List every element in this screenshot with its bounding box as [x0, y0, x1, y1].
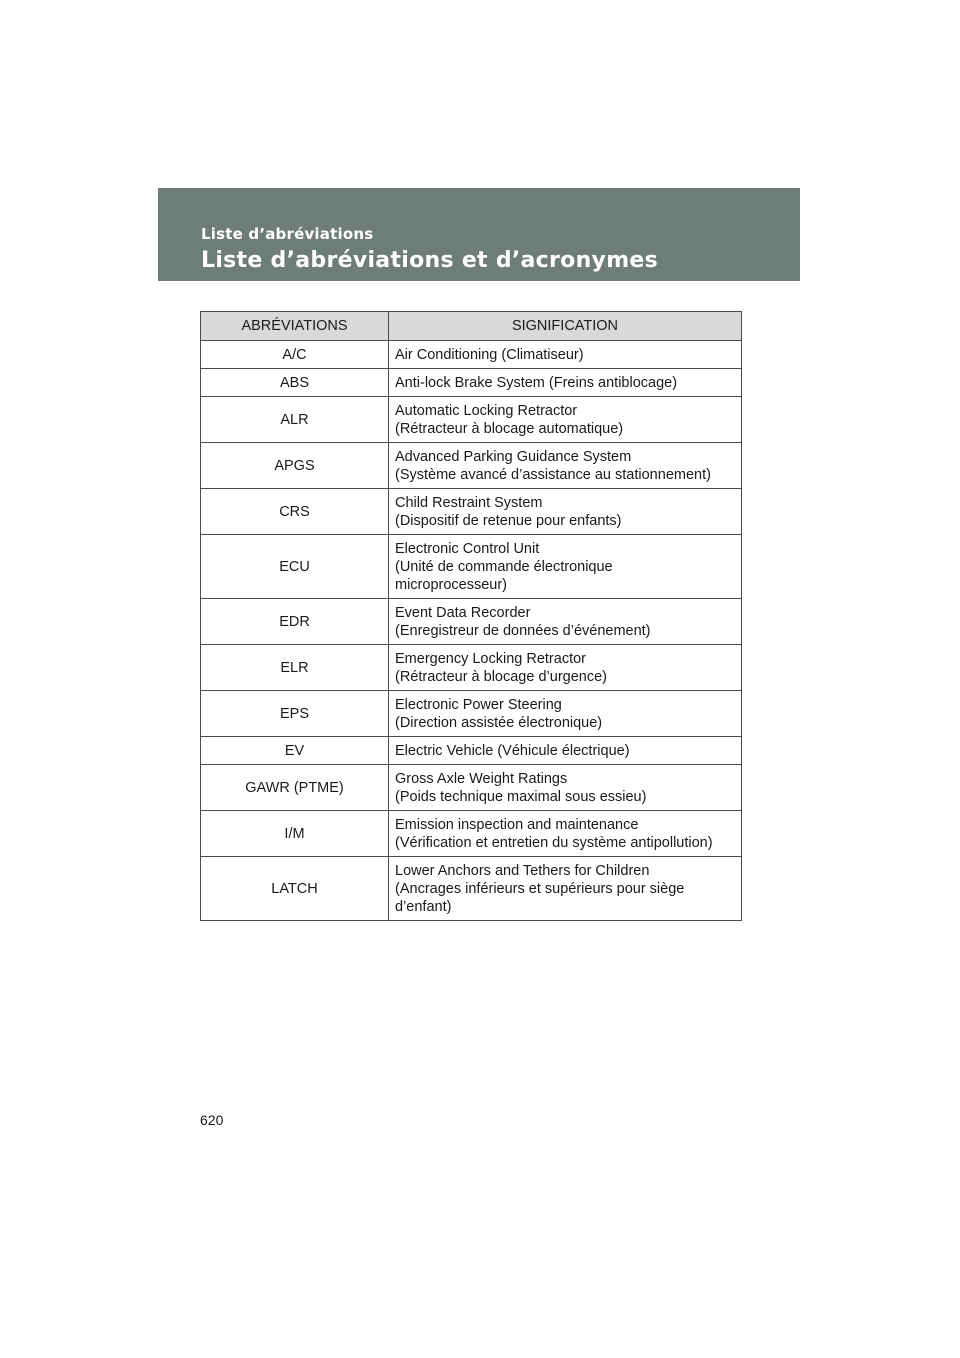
signification-line: (Dispositif de retenue pour enfants)	[395, 512, 622, 529]
signification-line: d’enfant)	[395, 898, 452, 915]
signification-line: microprocesseur)	[395, 576, 507, 593]
table-row	[201, 535, 742, 599]
column-header-signification: SIGNIFICATION	[389, 312, 742, 341]
abbreviation-cell: A/C	[201, 341, 389, 369]
signification-cell	[389, 369, 742, 397]
table-row	[201, 369, 742, 397]
abbreviation-cell: ABS	[201, 369, 389, 397]
signification-line: Automatic Locking Retractor	[395, 402, 578, 419]
table-row	[201, 443, 742, 489]
table-row	[201, 811, 742, 857]
abbreviation-cell: ALR	[201, 397, 389, 443]
signification-cell	[389, 489, 742, 535]
signification-line: (Vérification et entretien du système antipollution)	[395, 834, 713, 851]
table-row	[201, 599, 742, 645]
signification-line: Electronic Control Unit	[395, 540, 540, 557]
signification-cell	[389, 737, 742, 765]
table-row	[201, 765, 742, 811]
page-number: 620	[200, 1112, 224, 1128]
abbreviation-cell: LATCH	[201, 857, 389, 921]
abbreviations-table	[200, 311, 742, 921]
abbreviation-cell: APGS	[201, 443, 389, 489]
table-row	[201, 737, 742, 765]
signification-cell	[389, 765, 742, 811]
signification-line: Emergency Locking Retractor	[395, 650, 586, 667]
signification-line: Emission inspection and maintenance	[395, 816, 639, 833]
abbreviation-cell: CRS	[201, 489, 389, 535]
signification-line: Lower Anchors and Tethers for Children	[395, 862, 650, 879]
page-title: Liste d’abréviations et d’acronymes	[201, 248, 659, 273]
table-row	[201, 691, 742, 737]
section-subtitle: Liste d’abréviations	[201, 225, 374, 243]
signification-line: (Ancrages inférieurs et supérieurs pour siège	[395, 880, 685, 897]
signification-line: Gross Axle Weight Ratings	[395, 770, 568, 787]
table-row	[201, 489, 742, 535]
signification-cell	[389, 811, 742, 857]
signification-line: (Enregistreur de données d’événement)	[395, 622, 651, 639]
table-row	[201, 341, 742, 369]
signification-line: (Rétracteur à blocage d’urgence)	[395, 668, 607, 685]
signification-cell	[389, 341, 742, 369]
signification-cell	[389, 397, 742, 443]
signification-line: Anti-lock Brake System (Freins antiblocage)	[395, 374, 678, 391]
signification-cell	[389, 857, 742, 921]
signification-line: (Direction assistée électronique)	[395, 714, 603, 731]
abbreviation-cell: EV	[201, 737, 389, 765]
table-body	[201, 341, 742, 921]
abbreviation-cell: I/M	[201, 811, 389, 857]
signification-line: Air Conditioning (Climatiseur)	[395, 346, 584, 363]
signification-cell	[389, 645, 742, 691]
signification-cell	[389, 691, 742, 737]
table-row	[201, 645, 742, 691]
abbreviation-cell: EDR	[201, 599, 389, 645]
signification-line: (Système avancé d’assistance au stationnement)	[395, 466, 711, 483]
signification-line: (Poids technique maximal sous essieu)	[395, 788, 647, 805]
table-header-row	[201, 312, 742, 341]
column-header-abbreviations: ABRÉVIATIONS	[201, 312, 389, 341]
signification-line: (Unité de commande électronique	[395, 558, 613, 575]
abbreviation-cell: ECU	[201, 535, 389, 599]
signification-line: (Rétracteur à blocage automatique)	[395, 420, 624, 437]
section-header	[158, 188, 800, 281]
signification-line: Child Restraint System	[395, 494, 543, 511]
abbreviation-cell: GAWR (PTME)	[201, 765, 389, 811]
table-row	[201, 857, 742, 921]
signification-line: Event Data Recorder	[395, 604, 531, 621]
abbreviation-cell: ELR	[201, 645, 389, 691]
signification-line: Advanced Parking Guidance System	[395, 448, 632, 465]
table-row	[201, 397, 742, 443]
signification-cell	[389, 443, 742, 489]
signification-cell	[389, 535, 742, 599]
signification-line: Electronic Power Steering	[395, 696, 562, 713]
signification-cell	[389, 599, 742, 645]
abbreviation-cell: EPS	[201, 691, 389, 737]
signification-line: Electric Vehicle (Véhicule électrique)	[395, 742, 630, 759]
